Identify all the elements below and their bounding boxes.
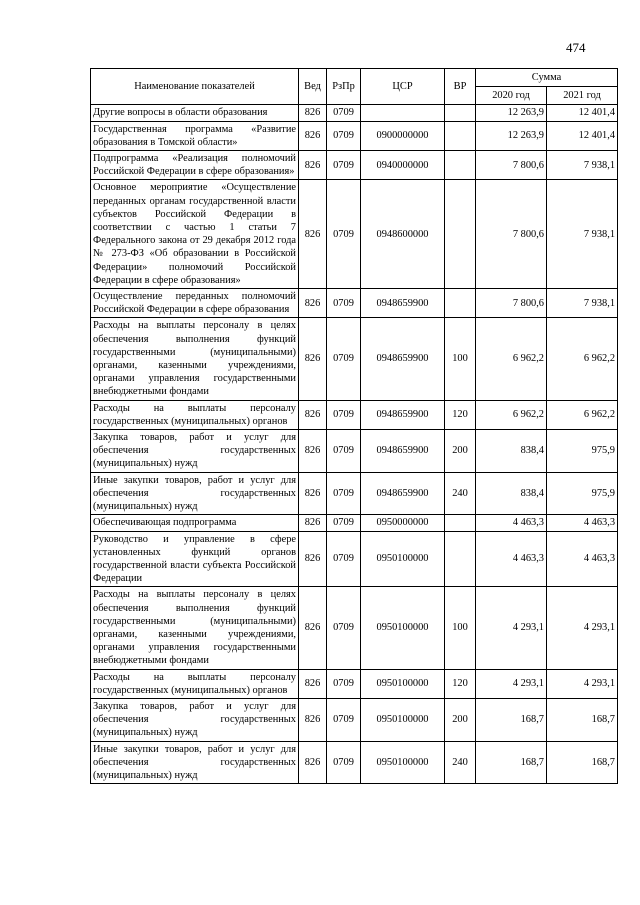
cell-2021: 12 401,4	[547, 121, 618, 150]
cell-rzpr: 0709	[327, 151, 361, 180]
cell-ved: 826	[299, 472, 327, 515]
cell-vr: 120	[445, 669, 476, 698]
cell-2020: 4 463,3	[476, 515, 547, 531]
cell-2021: 7 938,1	[547, 151, 618, 180]
cell-2021: 4 293,1	[547, 669, 618, 698]
cell-2020: 12 263,9	[476, 105, 547, 121]
cell-rzpr: 0709	[327, 698, 361, 741]
cell-name: Обеспечивающая подпрограмма	[91, 515, 299, 531]
cell-ved: 826	[299, 669, 327, 698]
header-vr: ВР	[445, 69, 476, 105]
cell-name: Расходы на выплаты персоналу государственных (муниципальных) органов	[91, 400, 299, 429]
table-row	[91, 698, 618, 741]
cell-2020: 168,7	[476, 698, 547, 741]
cell-rzpr: 0709	[327, 400, 361, 429]
cell-name: Государственная программа «Развитие образования в Томской области»	[91, 121, 299, 150]
cell-2020: 7 800,6	[476, 180, 547, 289]
cell-2021: 7 938,1	[547, 289, 618, 318]
table-row	[91, 472, 618, 515]
cell-2021: 168,7	[547, 698, 618, 741]
table-row	[91, 105, 618, 121]
cell-2020: 7 800,6	[476, 289, 547, 318]
cell-ved: 826	[299, 515, 327, 531]
header-name: Наименование показателей	[91, 69, 299, 105]
cell-rzpr: 0709	[327, 289, 361, 318]
table-row	[91, 400, 618, 429]
table-row	[91, 669, 618, 698]
cell-vr: 240	[445, 472, 476, 515]
cell-2021: 975,9	[547, 472, 618, 515]
cell-rzpr: 0709	[327, 121, 361, 150]
cell-ved: 826	[299, 698, 327, 741]
cell-vr	[445, 180, 476, 289]
header-sum: Сумма	[476, 69, 618, 87]
table-row	[91, 151, 618, 180]
cell-name: Расходы на выплаты персоналу государственных (муниципальных) органов	[91, 669, 299, 698]
cell-csr: 0950100000	[361, 587, 445, 669]
cell-2021: 975,9	[547, 430, 618, 473]
page-number: 474	[566, 40, 586, 55]
cell-rzpr: 0709	[327, 587, 361, 669]
cell-ved: 826	[299, 121, 327, 150]
table-header	[91, 69, 618, 105]
cell-name: Основное мероприятие «Осуществление переданных органам государственной власти субъектов Российской Федерации в соответствии с частью 1 статьи 7 Федерального закона от 29 декабря 2012 года № 273-ФЗ «Об образовании в Российской Федерации» полномочий Российской Федерации в сфере образования»	[91, 180, 299, 289]
cell-csr: 0900000000	[361, 121, 445, 150]
cell-csr: 0940000000	[361, 151, 445, 180]
cell-2021: 7 938,1	[547, 180, 618, 289]
cell-name: Иные закупки товаров, работ и услуг для обеспечения государственных (муниципальных) нужд	[91, 472, 299, 515]
cell-vr	[445, 531, 476, 587]
cell-2020: 6 962,2	[476, 318, 547, 400]
cell-vr: 100	[445, 587, 476, 669]
cell-vr	[445, 289, 476, 318]
cell-2021: 6 962,2	[547, 318, 618, 400]
cell-csr: 0948659900	[361, 318, 445, 400]
cell-2020: 12 263,9	[476, 121, 547, 150]
cell-name: Расходы на выплаты персоналу в целях обеспечения выполнения функций государственными (муниципальными) органами, казенными учреждениями, органами управления государственными внебюджетными фондами	[91, 318, 299, 400]
cell-rzpr: 0709	[327, 531, 361, 587]
cell-rzpr: 0709	[327, 318, 361, 400]
header-csr: ЦСР	[361, 69, 445, 105]
cell-ved: 826	[299, 587, 327, 669]
cell-ved: 826	[299, 289, 327, 318]
table-body	[91, 105, 618, 784]
budget-table	[90, 68, 618, 784]
table-row	[91, 430, 618, 473]
cell-vr: 200	[445, 698, 476, 741]
cell-2020: 838,4	[476, 430, 547, 473]
cell-vr	[445, 515, 476, 531]
table-row	[91, 587, 618, 669]
cell-2020: 4 293,1	[476, 669, 547, 698]
table-row	[91, 289, 618, 318]
cell-ved: 826	[299, 430, 327, 473]
cell-name: Закупка товаров, работ и услуг для обеспечения государственных (муниципальных) нужд	[91, 698, 299, 741]
cell-2020: 6 962,2	[476, 400, 547, 429]
cell-rzpr: 0709	[327, 669, 361, 698]
table-row	[91, 318, 618, 400]
cell-vr: 120	[445, 400, 476, 429]
cell-csr: 0950100000	[361, 698, 445, 741]
cell-2021: 4 293,1	[547, 587, 618, 669]
cell-vr: 240	[445, 741, 476, 784]
cell-ved: 826	[299, 741, 327, 784]
cell-vr	[445, 151, 476, 180]
cell-rzpr: 0709	[327, 741, 361, 784]
cell-ved: 826	[299, 151, 327, 180]
cell-csr: 0948659900	[361, 472, 445, 515]
cell-vr	[445, 105, 476, 121]
cell-name: Осуществление переданных полномочий Российской Федерации в сфере образования	[91, 289, 299, 318]
cell-2020: 4 293,1	[476, 587, 547, 669]
table-row	[91, 121, 618, 150]
cell-csr: 0948600000	[361, 180, 445, 289]
cell-csr: 0950100000	[361, 669, 445, 698]
cell-csr: 0950000000	[361, 515, 445, 531]
cell-2020: 4 463,3	[476, 531, 547, 587]
cell-name: Другие вопросы в области образования	[91, 105, 299, 121]
cell-vr: 100	[445, 318, 476, 400]
cell-csr	[361, 105, 445, 121]
cell-2020: 7 800,6	[476, 151, 547, 180]
cell-2021: 168,7	[547, 741, 618, 784]
table-row	[91, 515, 618, 531]
header-rzpr: РзПр	[327, 69, 361, 105]
cell-csr: 0948659900	[361, 400, 445, 429]
cell-ved: 826	[299, 105, 327, 121]
header-year-2021: 2021 год	[547, 87, 618, 105]
table-row	[91, 531, 618, 587]
cell-name: Расходы на выплаты персоналу в целях обеспечения выполнения функций государственными (муниципальными) органами, казенными учреждениями, органами управления государственными внебюджетными фондами	[91, 587, 299, 669]
cell-2021: 6 962,2	[547, 400, 618, 429]
cell-2021: 4 463,3	[547, 515, 618, 531]
cell-rzpr: 0709	[327, 180, 361, 289]
cell-2020: 838,4	[476, 472, 547, 515]
cell-ved: 826	[299, 400, 327, 429]
cell-name: Закупка товаров, работ и услуг для обеспечения государственных (муниципальных) нужд	[91, 430, 299, 473]
cell-csr: 0948659900	[361, 289, 445, 318]
cell-vr: 200	[445, 430, 476, 473]
cell-ved: 826	[299, 318, 327, 400]
cell-2020: 168,7	[476, 741, 547, 784]
table-row	[91, 180, 618, 289]
header-year-2020: 2020 год	[476, 87, 547, 105]
cell-ved: 826	[299, 531, 327, 587]
cell-rzpr: 0709	[327, 105, 361, 121]
header-ved: Вед	[299, 69, 327, 105]
cell-ved: 826	[299, 180, 327, 289]
cell-csr: 0948659900	[361, 430, 445, 473]
cell-2021: 4 463,3	[547, 531, 618, 587]
cell-rzpr: 0709	[327, 472, 361, 515]
cell-name: Руководство и управление в сфере установленных функций органов государственной власти субъекта Российской Федерации	[91, 531, 299, 587]
cell-rzpr: 0709	[327, 430, 361, 473]
cell-csr: 0950100000	[361, 531, 445, 587]
cell-name: Подпрограмма «Реализация полномочий Российской Федерации в сфере образования»	[91, 151, 299, 180]
cell-vr	[445, 121, 476, 150]
cell-name: Иные закупки товаров, работ и услуг для обеспечения государственных (муниципальных) нужд	[91, 741, 299, 784]
cell-2021: 12 401,4	[547, 105, 618, 121]
cell-csr: 0950100000	[361, 741, 445, 784]
table-row	[91, 741, 618, 784]
cell-rzpr: 0709	[327, 515, 361, 531]
